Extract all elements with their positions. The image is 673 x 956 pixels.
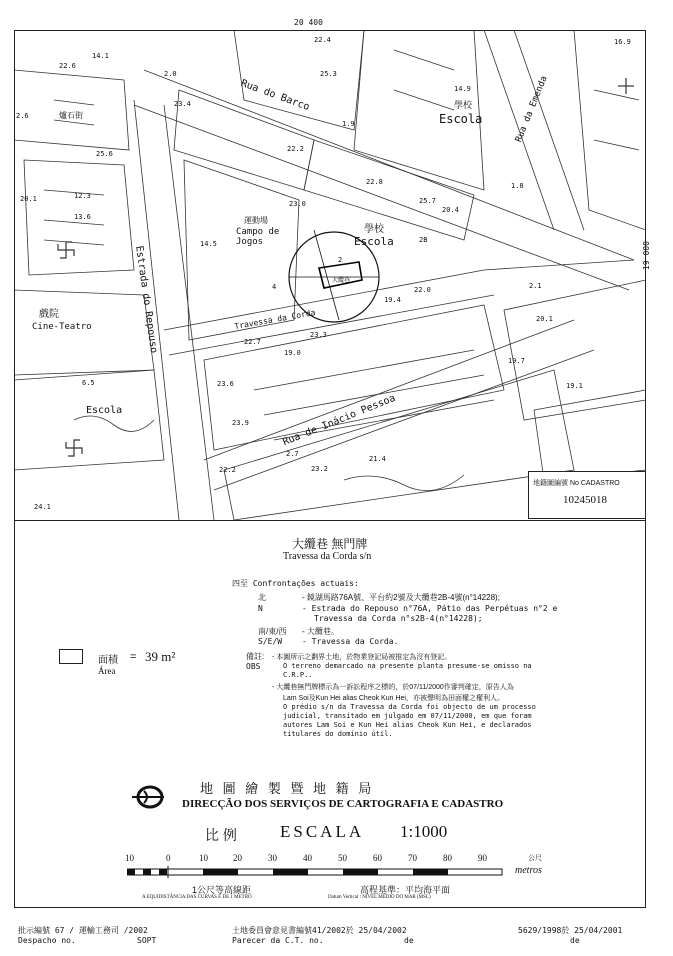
parecer-cn: 土地委員會意見書編號41/2002於 25/04/2002 bbox=[232, 926, 407, 935]
landmark-escola: Escola bbox=[354, 235, 394, 248]
area-equals: = bbox=[130, 651, 137, 663]
lot-number: 25.7 bbox=[419, 197, 436, 205]
parecer-pt: Parecer da C.T. no. bbox=[232, 936, 324, 945]
despacho-cn: 批示編號 67 / 運輸工務司 /2002 bbox=[18, 926, 148, 935]
note-line: titulares do domínio útil. bbox=[283, 730, 393, 738]
lot-number: 14.5 bbox=[200, 240, 217, 248]
site-label-2b: 2B bbox=[419, 236, 428, 244]
site-label-4: 4 bbox=[272, 283, 277, 291]
lot-number: 23.0 bbox=[289, 200, 306, 208]
scale-tick: 40 bbox=[303, 853, 312, 863]
lot-number: 22.0 bbox=[414, 286, 431, 294]
area-label-cn: 面積 bbox=[98, 655, 118, 666]
note-line: O prédio s/n da Travessa da Corda foi objecto de um processo bbox=[283, 703, 536, 711]
map-frame bbox=[14, 30, 646, 908]
scale-tick: 20 bbox=[233, 853, 242, 863]
lot-number: 25.6 bbox=[96, 150, 113, 158]
lot-number: 2.7 bbox=[286, 450, 299, 458]
area-unit: m² bbox=[161, 649, 176, 664]
scale-unit-cn: 公尺 bbox=[528, 855, 542, 862]
lot-number: 12.3 bbox=[74, 192, 91, 200]
confrontacoes-dir: S/E/W bbox=[258, 637, 283, 646]
area-label-pt: Área bbox=[98, 666, 116, 676]
ref-cn: 5629/1998於 25/04/2001 bbox=[518, 926, 623, 935]
note-line: autores Lam Soi e Kun Hei alias Cheok Kun Hei, e declarados bbox=[283, 721, 532, 729]
agency-name-pt: DIRECÇÃO DOS SERVIÇOS DE CARTOGRAFIA E CADASTRO bbox=[182, 798, 504, 810]
scale-tick: 70 bbox=[408, 853, 417, 863]
lot-number: 13.6 bbox=[74, 213, 91, 221]
site-label-corda-cn: 大纜巷 bbox=[332, 278, 351, 284]
despacho-sopt: SOPT bbox=[137, 936, 157, 945]
street-label-inacio-pessoa: Rua de Inácio Pessoa bbox=[281, 392, 398, 449]
note-line: C.R.P.. bbox=[283, 671, 313, 679]
street-label-emenda: Rua da Emenda bbox=[514, 74, 550, 144]
scale-tick: 90 bbox=[478, 853, 487, 863]
confrontacoes-dir: N bbox=[258, 604, 263, 613]
lot-number: 19.1 bbox=[566, 382, 583, 390]
confrontacoes-text: - Travessa da Corda. bbox=[302, 637, 399, 646]
landmark-campo-cn: 運動場 bbox=[244, 216, 268, 225]
confrontacoes-dir: 北 bbox=[258, 593, 266, 602]
lot-number: 22.7 bbox=[244, 338, 261, 346]
lot-number: 24.1 bbox=[34, 503, 51, 511]
note-line: - 大纜巷無門牌標示為一訴訟程序之標的，於07/11/2000作審判確定，原告人為 bbox=[272, 684, 514, 691]
lot-number: 21.4 bbox=[369, 455, 386, 463]
lot-number: 1.9 bbox=[342, 120, 355, 128]
contour-label-pt: A EQUIDISTÂNCIA DAS CURVAS É DE 1 METRO bbox=[142, 895, 252, 900]
lot-number: 23.4 bbox=[174, 100, 191, 108]
notes-label-pt: OBS bbox=[246, 662, 261, 671]
scale-tick: 0 bbox=[166, 853, 171, 863]
confrontacoes-text: - Estrada do Repouso n°76A, Pátio das Perpétuas n°2 e bbox=[302, 604, 558, 613]
landmark-escola-cn: 學校 bbox=[364, 224, 384, 235]
landmark-escola-2: Escola bbox=[439, 112, 483, 126]
scale-tick: 50 bbox=[338, 853, 347, 863]
scale-label-cn: 比 例 bbox=[205, 827, 237, 843]
confrontacoes-heading: 四至 Confrontações actuais: bbox=[232, 579, 359, 588]
lot-number: 23.3 bbox=[310, 331, 327, 339]
confrontacoes-dir: 南/東/西 bbox=[258, 627, 287, 636]
lot-number: 25.3 bbox=[320, 70, 337, 78]
cadastro-number: 10245018 bbox=[563, 494, 607, 506]
grid-label-right: 19 000 bbox=[642, 241, 651, 270]
note-line: O terreno demarcado na presente planta presume-se omisso na bbox=[283, 662, 532, 670]
datum-label-pt: Datum Vertical : NÍVEL MÉDIO DO MAR (MSL) bbox=[328, 895, 431, 900]
lot-number: 1.8 bbox=[511, 182, 524, 190]
lot-number: 6.5 bbox=[82, 379, 95, 387]
lot-number: 23.2 bbox=[311, 465, 328, 473]
landmark-escola-3: Escola bbox=[86, 405, 123, 416]
notes-label-cn: 備註: bbox=[246, 652, 265, 661]
landmark-cine-teatro-cn: 戲院 bbox=[39, 309, 59, 320]
lot-number: 19.7 bbox=[508, 357, 525, 365]
lot-number: 14.9 bbox=[454, 85, 471, 93]
scale-tick: 10 bbox=[199, 853, 208, 863]
scale-tick: 30 bbox=[268, 853, 277, 863]
cadastro-label: 地籍圖編號 No CADASTRO bbox=[533, 480, 620, 487]
lot-number: 22.2 bbox=[219, 466, 236, 474]
lot-number: 22.4 bbox=[314, 36, 331, 44]
scale-tick: 60 bbox=[373, 853, 382, 863]
lot-number: 2.0 bbox=[164, 70, 177, 78]
contour-label-cn: 1公尺等高線距 bbox=[192, 885, 252, 895]
lot-number: 2.1 bbox=[529, 282, 542, 290]
agency-name-cn: 地 圖 繪 製 暨 地 籍 局 bbox=[200, 781, 375, 796]
street-label-corda: Travessa da Corda bbox=[233, 307, 317, 332]
datum-label-cn: 高程基準：平均海平面 bbox=[360, 885, 451, 895]
lot-number: 19.0 bbox=[284, 349, 301, 357]
street-label-barco: Rua do Barco bbox=[239, 77, 311, 114]
lot-number: 19.4 bbox=[384, 296, 401, 304]
note-line: judicial, transitado em julgado em 07/11/2000, em que foram bbox=[283, 712, 532, 720]
despacho-pt: Despacho no. bbox=[18, 936, 76, 945]
note-line: Lam Soi及Kun Hei alias Cheok Kun Hei，亦被聲明為田面權之權利人。 bbox=[283, 695, 504, 702]
lot-number: 14.1 bbox=[92, 52, 109, 60]
scale-label-pt: ESCALA bbox=[280, 822, 365, 841]
note-line: - 本圖所示之劃界土地，於物業登記局被推定為沒有登記。 bbox=[272, 654, 452, 661]
lot-number: 23.9 bbox=[232, 419, 249, 427]
plot-title-cn: 大纜巷 無門牌 bbox=[292, 537, 368, 551]
lot-number: 22.2 bbox=[287, 145, 304, 153]
lot-number: 23.6 bbox=[217, 380, 234, 388]
lot-number: 2.6 bbox=[16, 112, 29, 120]
area-value: 39 bbox=[145, 649, 158, 664]
street-label-repouso: Estrada do Repouso bbox=[133, 245, 160, 354]
scale-ratio: 1:1000 bbox=[400, 822, 448, 841]
scale-tick: 80 bbox=[443, 853, 452, 863]
lot-number: 22.8 bbox=[366, 178, 383, 186]
lot-number: 16.9 bbox=[614, 38, 631, 46]
landmark-escola-2-cn: 學校 bbox=[454, 100, 473, 110]
lot-number: 20.1 bbox=[20, 195, 37, 203]
lot-number: 22.6 bbox=[59, 62, 76, 70]
landmark-cine-teatro: Cine-Teatro bbox=[32, 322, 92, 332]
plot-title-pt: Travessa da Corda s/n bbox=[283, 551, 372, 562]
street-label-barco-cn: 爐石街 bbox=[59, 111, 83, 120]
scale-unit-pt: metros bbox=[515, 865, 542, 876]
lot-number: 20.1 bbox=[536, 315, 553, 323]
landmark-campo: Campo de Jogos bbox=[236, 227, 280, 247]
confrontacoes-text: Travessa da Corda n°s2B-4(n°14228); bbox=[314, 614, 483, 623]
grid-label-top: 20 400 bbox=[294, 18, 323, 27]
parecer-de: de bbox=[404, 936, 414, 945]
confrontacoes-text: - 大纜巷。 bbox=[302, 627, 339, 636]
confrontacoes-text: - 鏡湖馬路76A號、平台約2號及大纜巷2B-4號(n°14228); bbox=[302, 593, 500, 602]
ref-de: de bbox=[570, 936, 580, 945]
site-label-2: 2 bbox=[338, 256, 343, 264]
scale-tick: 10 bbox=[125, 853, 134, 863]
lot-number: 20.4 bbox=[442, 206, 459, 214]
